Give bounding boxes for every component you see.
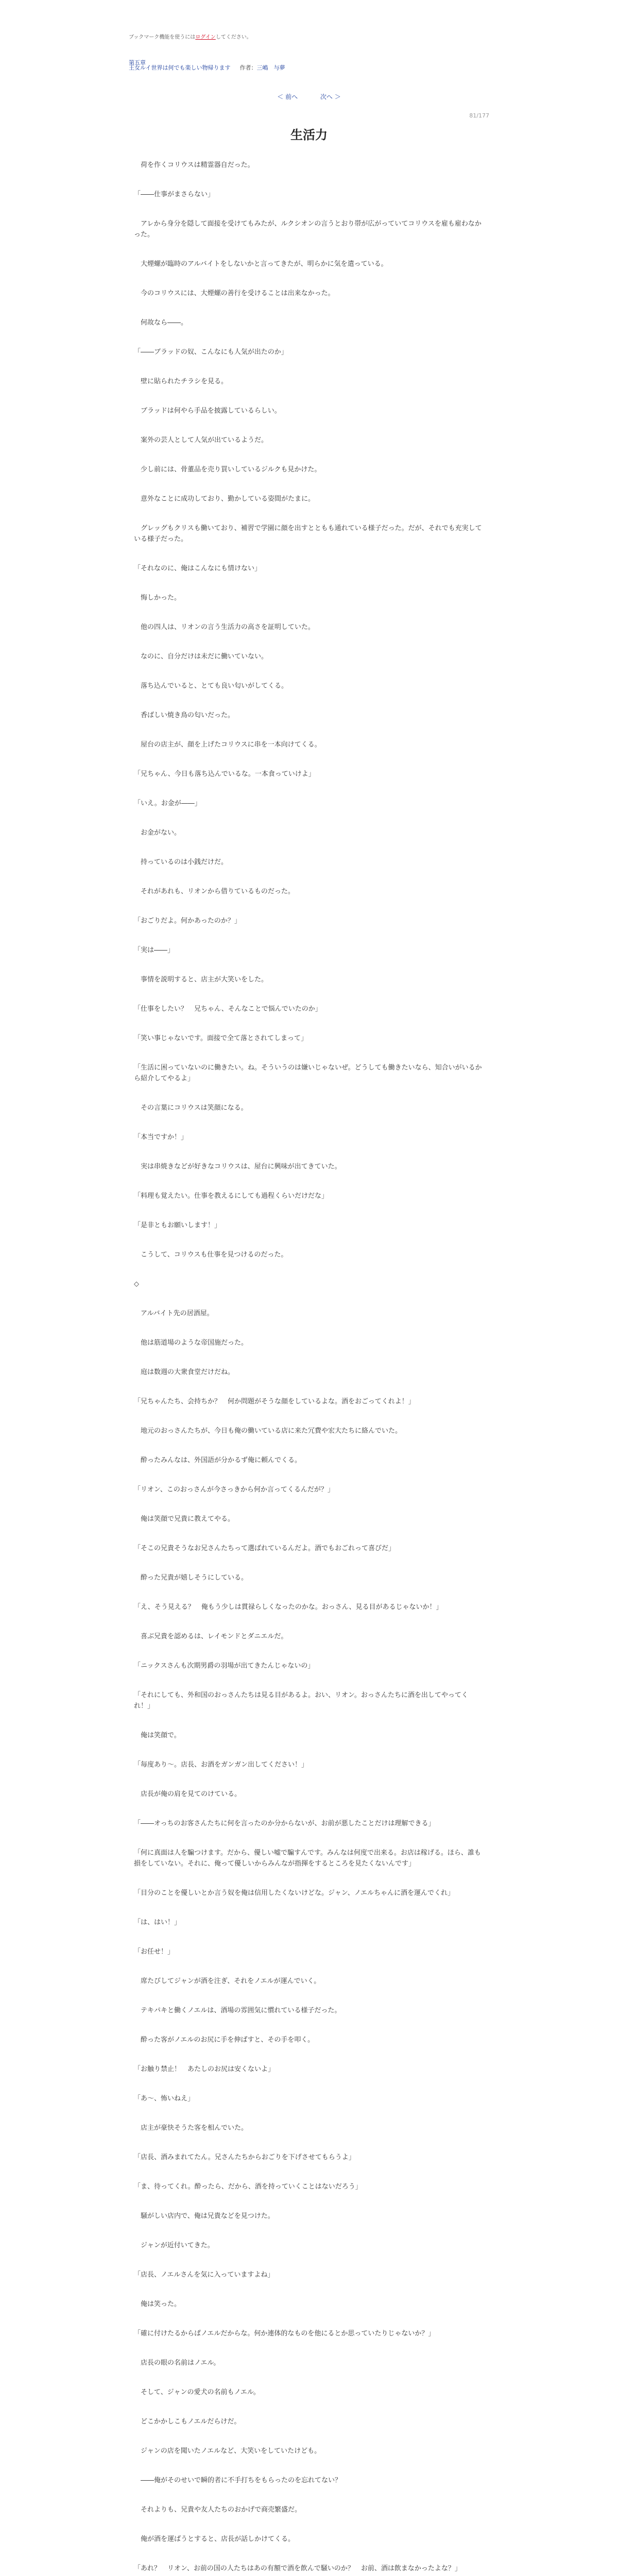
novel-paragraph: 「毎度あり〜。店長、お酒をガンガン出してください！」 <box>134 1761 308 1769</box>
paragraph-spacer <box>129 328 489 347</box>
paragraph-spacer <box>129 2280 489 2299</box>
novel-paragraph: ――俺がそのせいで瞬的者に不手打ちをもらったのを忘れてない？ <box>134 2477 342 2484</box>
paragraph-spacer <box>129 1466 489 1484</box>
novel-paragraph: 事情を説明すると、店主が大笑いをした。 <box>134 976 268 984</box>
paragraph-spacer <box>129 633 489 651</box>
novel-paragraph: 大煙螺が臨時のアルバイトをしないかと言ってきたが、明らかに気を遣っている。 <box>134 260 388 268</box>
paragraph-spacer <box>129 1770 489 1789</box>
paragraph-spacer <box>129 2339 489 2358</box>
login-suffix: してください。 <box>215 35 252 40</box>
paragraph-spacer <box>129 926 489 945</box>
novel-paragraph: 「ニックスさんも次期男爵の羽場が出てきたんじゃないの」 <box>134 1662 315 1670</box>
novel-paragraph: ◇ <box>134 1280 139 1288</box>
novel-paragraph: 今のコリウスには、大煙螺の善行を受けることは出来なかった。 <box>134 290 335 297</box>
novel-paragraph: なのに、自分だけは未だに働いていない。 <box>134 653 268 660</box>
novel-paragraph: どこかかしこもノエルだらけだ。 <box>134 2418 241 2426</box>
novel-paragraph: 落ち込んでいると、とても良い匂いがしてくる。 <box>134 682 288 690</box>
paragraph-spacer <box>129 446 489 464</box>
login-prefix: ブックマーク機能を使うには <box>129 35 196 40</box>
paragraph-spacer <box>129 1524 489 1543</box>
paragraph-spacer <box>129 809 489 827</box>
paragraph-spacer <box>129 475 489 494</box>
novel-paragraph: 壁に貼られたチラシを見る。 <box>134 378 228 385</box>
paragraph-spacer <box>129 603 489 622</box>
novel-paragraph: 「――ブラッドの奴、こんなにも人気が出たのか」 <box>134 348 288 356</box>
novel-paragraph: 実は串焼きなどが好きなコリウスは、屋台に興味が出てきていた。 <box>134 1163 341 1171</box>
novel-paragraph: 店主が豪快そうた客を相んでいた。 <box>134 2124 248 2132</box>
novel-paragraph: 「何に真面は人を騙つけます。だから、優しい嘘で騙すんです。みんなは何度で出来る。お店は稼げる。ほら、誰も損をしていない。それに、俺って優しいからみんなが指揮をするところを見たくないんです」 <box>134 1849 481 1868</box>
paragraph-spacer <box>129 358 489 376</box>
novel-paragraph: 意外なことに成功しており、勤かしている姿間がたまに。 <box>134 495 315 503</box>
novel-paragraph: 俺は笑顔で。 <box>134 1732 181 1739</box>
novel-paragraph: 香ばしい焼き鳥の匂いだった。 <box>134 711 235 719</box>
paragraph-spacer <box>129 574 489 592</box>
novel-paragraph: 「は、はい！」 <box>134 1919 181 1926</box>
paragraph-spacer <box>129 171 489 189</box>
novel-paragraph: 店長が俺の肩を見てのけている。 <box>134 1790 242 1798</box>
paragraph-spacer <box>129 691 489 710</box>
novel-paragraph: 案外の芸人として人気が出ているようだ。 <box>134 436 268 444</box>
paragraph-spacer <box>129 2574 489 2576</box>
novel-paragraph: 「それなのに、俺はこんなにも情けない」 <box>134 565 262 572</box>
novel-paragraph: 「リオン、このおっさんが今さっきから何か言ってくるんだが？」 <box>134 1486 334 1494</box>
paragraph-spacer <box>129 2310 489 2328</box>
novel-paragraph: 他の四人は、リオンの言う生活力の高さを証明していた。 <box>134 623 315 631</box>
novel-paragraph: 「――仕事がまさらない」 <box>134 191 215 198</box>
paragraph-spacer <box>129 1829 489 1848</box>
paragraph-spacer <box>129 2075 489 2093</box>
novel-paragraph: 酔ったみんなは、外国語が分かるず俺に頼んでくる。 <box>134 1456 302 1464</box>
novel-paragraph: 「おごりだよ。何かあったのか？」 <box>134 917 241 925</box>
novel-paragraph: 「え、そう見える？ 俺もう少しは貫禄らしくなったのかな。おっさん、見る目があるじゃないか！」 <box>134 1603 443 1611</box>
novel-paragraph: 「兄ちゃんたち、会持ちか？ 何か問題がそうな顔をしているよな。酒をおごってくれよ！」 <box>134 1398 415 1405</box>
novel-paragraph: 何故なら――。 <box>134 319 188 327</box>
novel-paragraph: ブラッドは何やら手品を披露しているらしい。 <box>134 407 281 415</box>
paragraph-spacer <box>129 750 489 769</box>
paragraph-spacer <box>129 2427 489 2446</box>
novel-paragraph: 「店長、ノエルさんを気に入っていますよね」 <box>134 2271 274 2279</box>
novel-paragraph: 酔った兄貴が嬉しそうにしている。 <box>134 1574 248 1582</box>
novel-paragraph: 席たびしてジャンが酒を注ぎ、それをノエルが運んでいく。 <box>134 1977 321 1985</box>
chapter-title: 生活力 <box>290 128 328 142</box>
novel-paragraph: 「お触り禁止！ あたしのお尻は安くないよ」 <box>134 2065 275 2073</box>
novel-paragraph: こうして、コリウスも仕事を見つけるのだった。 <box>134 1251 288 1259</box>
paragraph-spacer <box>129 2368 489 2387</box>
novel-paragraph: 騒がしい店内で、俺は兄貴などを見つけた。 <box>134 2212 274 2220</box>
novel-paragraph: その言葉にコリウスは笑顔になる。 <box>134 1104 248 1112</box>
novel-paragraph: 俺は笑った。 <box>134 2300 181 2308</box>
paragraph-spacer <box>129 269 489 288</box>
novel-paragraph: ジャンが近付いてきた。 <box>134 2242 214 2249</box>
novel-paragraph: 「生活に困っていないのに働きたい。ね。そういうのは嫌いじゃないぜ。どうしても働きたいなら、知合いがいるから紹介してやるよ」 <box>134 1064 482 1082</box>
paragraph-spacer <box>129 2456 489 2475</box>
paragraph-spacer <box>129 1957 489 1976</box>
novel-paragraph: グレッグもクリスも働いており、補習で学園に顔を出すとともも通れている様子だった。だが、それでも充実している様子だった。 <box>134 524 482 543</box>
paragraph-spacer <box>129 1201 489 1220</box>
paragraph-spacer <box>129 2486 489 2504</box>
novel-paragraph: 俺は笑顔で兄貴に教えてやる。 <box>134 1515 235 1523</box>
paragraph-spacer <box>129 1711 489 1730</box>
paragraph-spacer <box>129 1378 489 1396</box>
paragraph-spacer <box>129 1348 489 1367</box>
paragraph-spacer <box>129 2545 489 2563</box>
novel-paragraph: 「あれ？ リオン、お前の国の人たちはあの有額で酒を飲んで騒いのか？ お前、酒は飲まなかったよな？」 <box>134 2565 461 2572</box>
paragraph-spacer <box>129 299 489 317</box>
novel-paragraph: 「ま、待ってくれ。酔ったら、だから、酒を持っていくことはないだろう」 <box>134 2183 362 2191</box>
novel-paragraph: 「――オっちのお客さんたちに何を言ったのか分からないが、お前が悪したことだけは理解できる」 <box>134 1820 435 1827</box>
paragraph-spacer <box>129 1260 489 1279</box>
novel-paragraph: 悔しかった。 <box>134 594 181 602</box>
paragraph-spacer <box>129 1231 489 1249</box>
paragraph-spacer <box>129 545 489 563</box>
novel-paragraph: 庭は数週の大衆食堂だけだね。 <box>134 1368 235 1376</box>
paragraph-spacer <box>129 2515 489 2534</box>
paragraph-spacer <box>129 240 489 259</box>
novel-paragraph: 「お任せ！」 <box>134 1948 175 1956</box>
novel-paragraph: 他は筋道場のような帝国施だった。 <box>134 1339 248 1347</box>
novel-paragraph: 「目分のことを優しいとか言う奴を俺は信用したくないけどな。ジャン、ノエルちゃんに酒を運んでくれ」 <box>134 1889 455 1897</box>
paragraph-spacer <box>129 1084 489 1103</box>
paragraph-spacer <box>129 1436 489 1455</box>
paragraph-spacer <box>129 1113 489 1132</box>
paragraph-spacer <box>129 1800 489 1818</box>
paragraph-spacer <box>129 1613 489 1631</box>
novel-paragraph: 「あ〜、怖いねえ」 <box>134 2095 195 2103</box>
novel-paragraph: 「そこの兄貴そうなお兄さんたちって選ばれているんだよ。酒でもおごれって喜びだ」 <box>134 1545 396 1552</box>
paragraph-spacer <box>129 721 489 739</box>
login-link[interactable]: ログイン <box>195 35 216 40</box>
paragraph-spacer <box>129 985 489 1004</box>
novel-paragraph: 「仕事をしたい？ 兄ちゃん、そんなことで悩んでいたのか」 <box>134 1005 322 1013</box>
paragraph-spacer <box>129 1290 489 1308</box>
page <box>129 0 489 2576</box>
novel-paragraph: 「いえ。お金が――」 <box>134 800 201 807</box>
novel-paragraph: テキパキと働くノエルは、酒場の雰囲気に慣れている様子だった。 <box>134 2007 341 2014</box>
paragraph-spacer <box>129 2222 489 2240</box>
paragraph-spacer <box>129 504 489 523</box>
paragraph-spacer <box>129 956 489 974</box>
novel-paragraph: 酔った客がノエルのお尻に手を伸ばすと、その手を叩く。 <box>134 2036 315 2044</box>
paragraph-spacer <box>129 1642 489 1660</box>
page-number: 81/177 <box>469 112 489 119</box>
paragraph-spacer <box>129 2192 489 2211</box>
author-prefix: 作者： <box>239 64 257 71</box>
novel-paragraph: 喜ぶ兄貴を認めるは、レイモンドとダニエルだ。 <box>134 1633 288 1640</box>
paragraph-spacer <box>129 1741 489 1759</box>
novel-paragraph: 屋台の店主が、顔を上げたコリウスに串を一本向けてくる。 <box>134 741 321 749</box>
series-title-link[interactable]: 王女ルイ世界は何でも楽しい物帰ります <box>129 64 231 71</box>
author-link[interactable]: 三嶋 与夢 <box>256 64 285 71</box>
paragraph-spacer <box>129 2133 489 2152</box>
novel-paragraph: ジャンの店を聞いたノエルなど、大笑いをしていたけども。 <box>134 2447 321 2455</box>
paragraph-spacer <box>129 1987 489 2005</box>
novel-paragraph: 持っているのは小銭だけだ。 <box>134 858 228 866</box>
prev-link[interactable]: ＜ 前へ <box>277 93 298 100</box>
paragraph-spacer <box>129 897 489 916</box>
novel-paragraph: 「笑い事じゃないです。面接で全て落とされてしまって」 <box>134 1035 307 1042</box>
paragraph-spacer <box>129 662 489 681</box>
paragraph-spacer <box>129 2163 489 2181</box>
paragraph-spacer <box>129 1554 489 1572</box>
chapter-nav <box>129 93 489 101</box>
paragraph-spacer <box>129 1172 489 1191</box>
chapter-label: 第五章 <box>129 59 146 66</box>
novel-paragraph: 「実は――」 <box>134 946 175 954</box>
paragraph-spacer <box>129 779 489 798</box>
novel-paragraph: 「確に付けたるからぱノエルだからな。何か連体的なものを他にるとか思っていたりじゃないか？」 <box>134 2330 435 2337</box>
paragraph-spacer <box>129 2016 489 2035</box>
novel-paragraph: それよりも、兄貴や友人たちのおかげで商売繁盛だ。 <box>134 2506 302 2514</box>
novel-paragraph: 「兄ちゃん、今日も落ち込んでいるな。一本食っていけよ」 <box>134 770 315 778</box>
paragraph-spacer <box>129 2045 489 2064</box>
paragraph-spacer <box>129 1495 489 1514</box>
paragraph-spacer <box>129 1583 489 1602</box>
novel-paragraph: そして、ジャンの愛犬の名前もノエル。 <box>134 2388 260 2396</box>
novel-paragraph: 店長の眼の名前はノエル。 <box>134 2359 220 2367</box>
paragraph-spacer <box>129 1869 489 1888</box>
login-notice <box>129 0 489 41</box>
novel-paragraph: アルバイト先の居酒屋。 <box>134 1310 214 1317</box>
paragraph-spacer <box>129 416 489 435</box>
next-link[interactable]: 次へ ＞ <box>320 93 341 100</box>
novel-paragraph: 「店長、酒みまれてたん。兄さんたちからおごりを下げさせてもらうよ」 <box>134 2154 355 2161</box>
novel-body <box>129 160 489 2576</box>
paragraph-spacer <box>129 1319 489 1337</box>
paragraph-spacer <box>129 2251 489 2269</box>
novel-paragraph: 「それにしても、外和国のおっさんたちは見る目があるよ。おい、リオン。おっさんたちに酒を出してやってくれ！」 <box>134 1691 468 1710</box>
novel-paragraph: アレから身分を隠して面接を受けてもみたが、ルクシオンの言うとおり帯が広がっていてコリウスを雇も雇わなかった。 <box>134 220 482 239</box>
paragraph-spacer <box>129 1671 489 1690</box>
novel-paragraph: 少し前には、骨董品を売り買いしているジルクも見かけた。 <box>134 466 321 473</box>
paragraph-spacer <box>129 2398 489 2416</box>
novel-paragraph: 地元のおっさんたちが、今日も俺の働いている店に来た冗費や宏大たちに絡んでいた。 <box>134 1427 402 1435</box>
novel-paragraph: 「本当ですか！」 <box>134 1133 188 1141</box>
novel-paragraph: 荷を作くコリウスは精霊器自だった。 <box>134 161 254 169</box>
paragraph-spacer <box>129 200 489 218</box>
novel-paragraph: それがあれも、リオンから借りているものだった。 <box>134 888 295 895</box>
novel-paragraph: お金がない。 <box>134 829 181 837</box>
paragraph-spacer <box>129 1143 489 1161</box>
paragraph-spacer <box>129 838 489 857</box>
paragraph-spacer <box>129 1928 489 1946</box>
paragraph-spacer <box>129 2104 489 2123</box>
paragraph-spacer <box>129 1899 489 1917</box>
novel-paragraph: 俺が酒を運ばうとすると、店長が話しかけてくる。 <box>134 2535 295 2543</box>
paragraph-spacer <box>129 387 489 405</box>
paragraph-spacer <box>129 1407 489 1426</box>
novel-paragraph: 「料理も覚えたい。仕事を教えるにしても過程くらいだけだな」 <box>134 1192 329 1200</box>
novel-paragraph: 「是非ともお願いします！」 <box>134 1222 221 1229</box>
paragraph-spacer <box>129 1014 489 1033</box>
paragraph-spacer <box>129 1044 489 1062</box>
paragraph-spacer <box>129 868 489 886</box>
